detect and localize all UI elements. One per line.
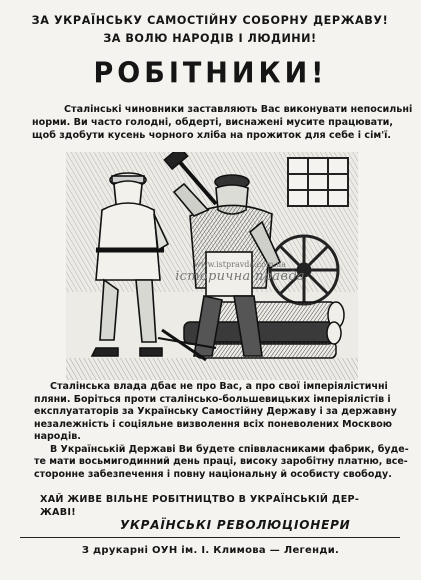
- body-text: [34, 381, 409, 481]
- signature: УКРАЇНСЬКІ РЕВОЛЮЦІОНЕРИ: [120, 518, 351, 532]
- top-slogan-2: ЗА ВОЛЮ НАРОДІВ І ЛЮДИНИ!: [103, 32, 317, 45]
- intro-line: щоб здобути кусень чорного хліба на прожиток для себе і сім'ї.: [32, 130, 392, 141]
- intro-line: Сталінські чиновники заставляють Вас виконувати непосильні: [64, 104, 413, 115]
- window-bars: [288, 158, 348, 206]
- closing-slogan: [40, 493, 400, 519]
- headline: РОБІТНИКИ!: [93, 57, 328, 90]
- watermark-url: www.istpravda.com.ua: [193, 260, 287, 269]
- body-line: народів.: [34, 431, 81, 442]
- body-line: незалежність і соціяльне визволення всіх поневолених Москвою: [34, 418, 392, 430]
- intro-line: норми. Ви часто голодні, обдерті, виснажені мусите працювати,: [32, 117, 394, 128]
- closing-line: ЖАВІ!: [40, 507, 76, 518]
- watermark-name: історична правда: [175, 269, 305, 284]
- body-line: В Українській Державі Ви будете співвласниками фабрик, буде-: [50, 443, 409, 455]
- body-line: пляни. Боріться проти сталінсько-большевицьких імперіялістів і: [34, 393, 391, 405]
- top-slogan-1: ЗА УКРАЇНСЬКУ САМОСТІЙНУ СОБОРНУ ДЕРЖАВУ!: [31, 14, 389, 27]
- body-line: експлуататорів за Українську Самостійну Державу і за державну: [34, 406, 397, 417]
- intro-paragraph: [32, 103, 413, 142]
- body-line: сторонне забезпечення і повну національну й особисту свободу.: [34, 468, 392, 480]
- body-line: те мати восьмигодинний день праці, високу заробітну платню, все-: [34, 456, 408, 467]
- body-line: Сталінська влада дбає не про Вас, а про свої імперіялістичні: [50, 381, 388, 392]
- closing-line: ХАЙ ЖИВЕ ВІЛЬНЕ РОБІТНИЦТВО В УКРАЇНСЬКІЙ ДЕР-: [40, 494, 360, 505]
- divider: [20, 537, 400, 538]
- watermark: [170, 260, 310, 284]
- imprint: З друкарні ОУН ім. І. Климова — Легенди.: [81, 545, 340, 556]
